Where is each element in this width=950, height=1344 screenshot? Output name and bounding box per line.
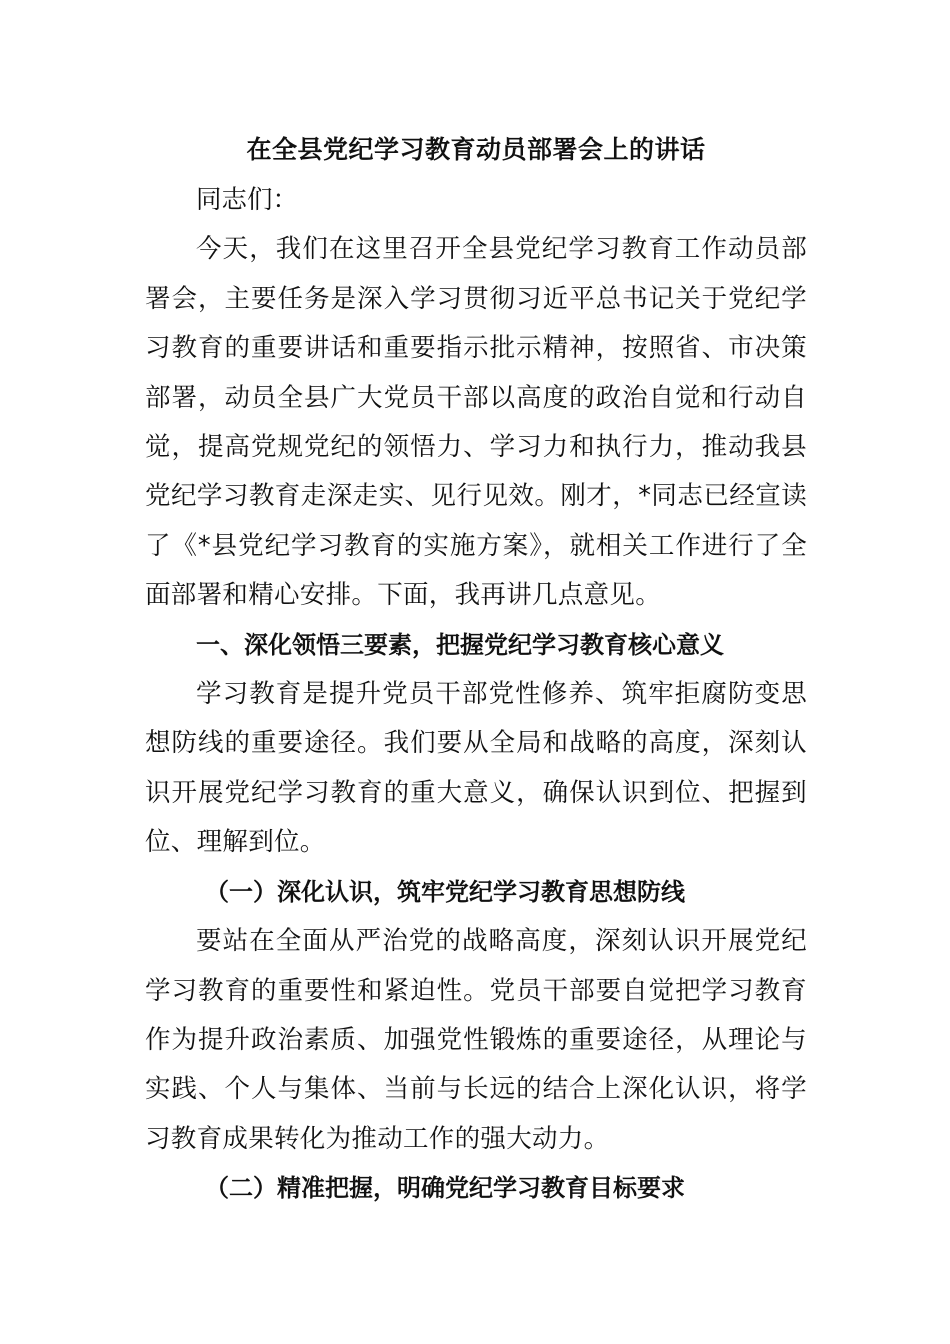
subsection-heading-2: （二）精准把握，明确党纪学习教育目标要求 <box>205 1174 685 1203</box>
subsection-heading-1: （一）深化认识，筑牢党纪学习教育思想防线 <box>205 877 685 906</box>
document-page <box>145 128 807 1214</box>
document-title: 在全县党纪学习教育动员部署会上的讲话 <box>246 135 706 164</box>
section1-paragraph: 学习教育是提升党员干部党性修养、筑牢拒腐防变思想防线的重要途径。我们要从全局和战略的高度，深刻认识开展党纪学习教育的重大意义，确保认识到位、把握到位、理解到位。 <box>145 679 807 858</box>
subsection1-paragraph: 要站在全面从严治党的战略高度，深刻认识开展党纪学习教育的重要性和紧迫性。党员干部要自觉把学习教育作为提升政治素质、加强党性锻炼的重要途径，从理论与实践、个人与集体、当前与长远的结合上深化认识，将学习教育成果转化为推动工作的强大动力。 <box>145 926 807 1154</box>
intro-paragraph: 今天，我们在这里召开全县党纪学习教育工作动员部署会，主要任务是深入学习贯彻习近平总书记关于党纪学习教育的重要讲话和重要指示批示精神，按照省、市决策部署，动员全县广大党员干部以高度的政治自觉和行动自觉，提高党规党纪的领悟力、学习力和执行力，推动我县党纪学习教育走深走实、见行见效。刚才，*同志已经宣读了《*县党纪学习教育的实施方案》，就相关工作进行了全面部署和精心安排。下面，我再讲几点意见。 <box>145 234 807 611</box>
section-heading-1: 一、深化领悟三要素，把握党纪学习教育核心意义 <box>196 630 724 659</box>
greeting: 同志们： <box>196 185 299 215</box>
